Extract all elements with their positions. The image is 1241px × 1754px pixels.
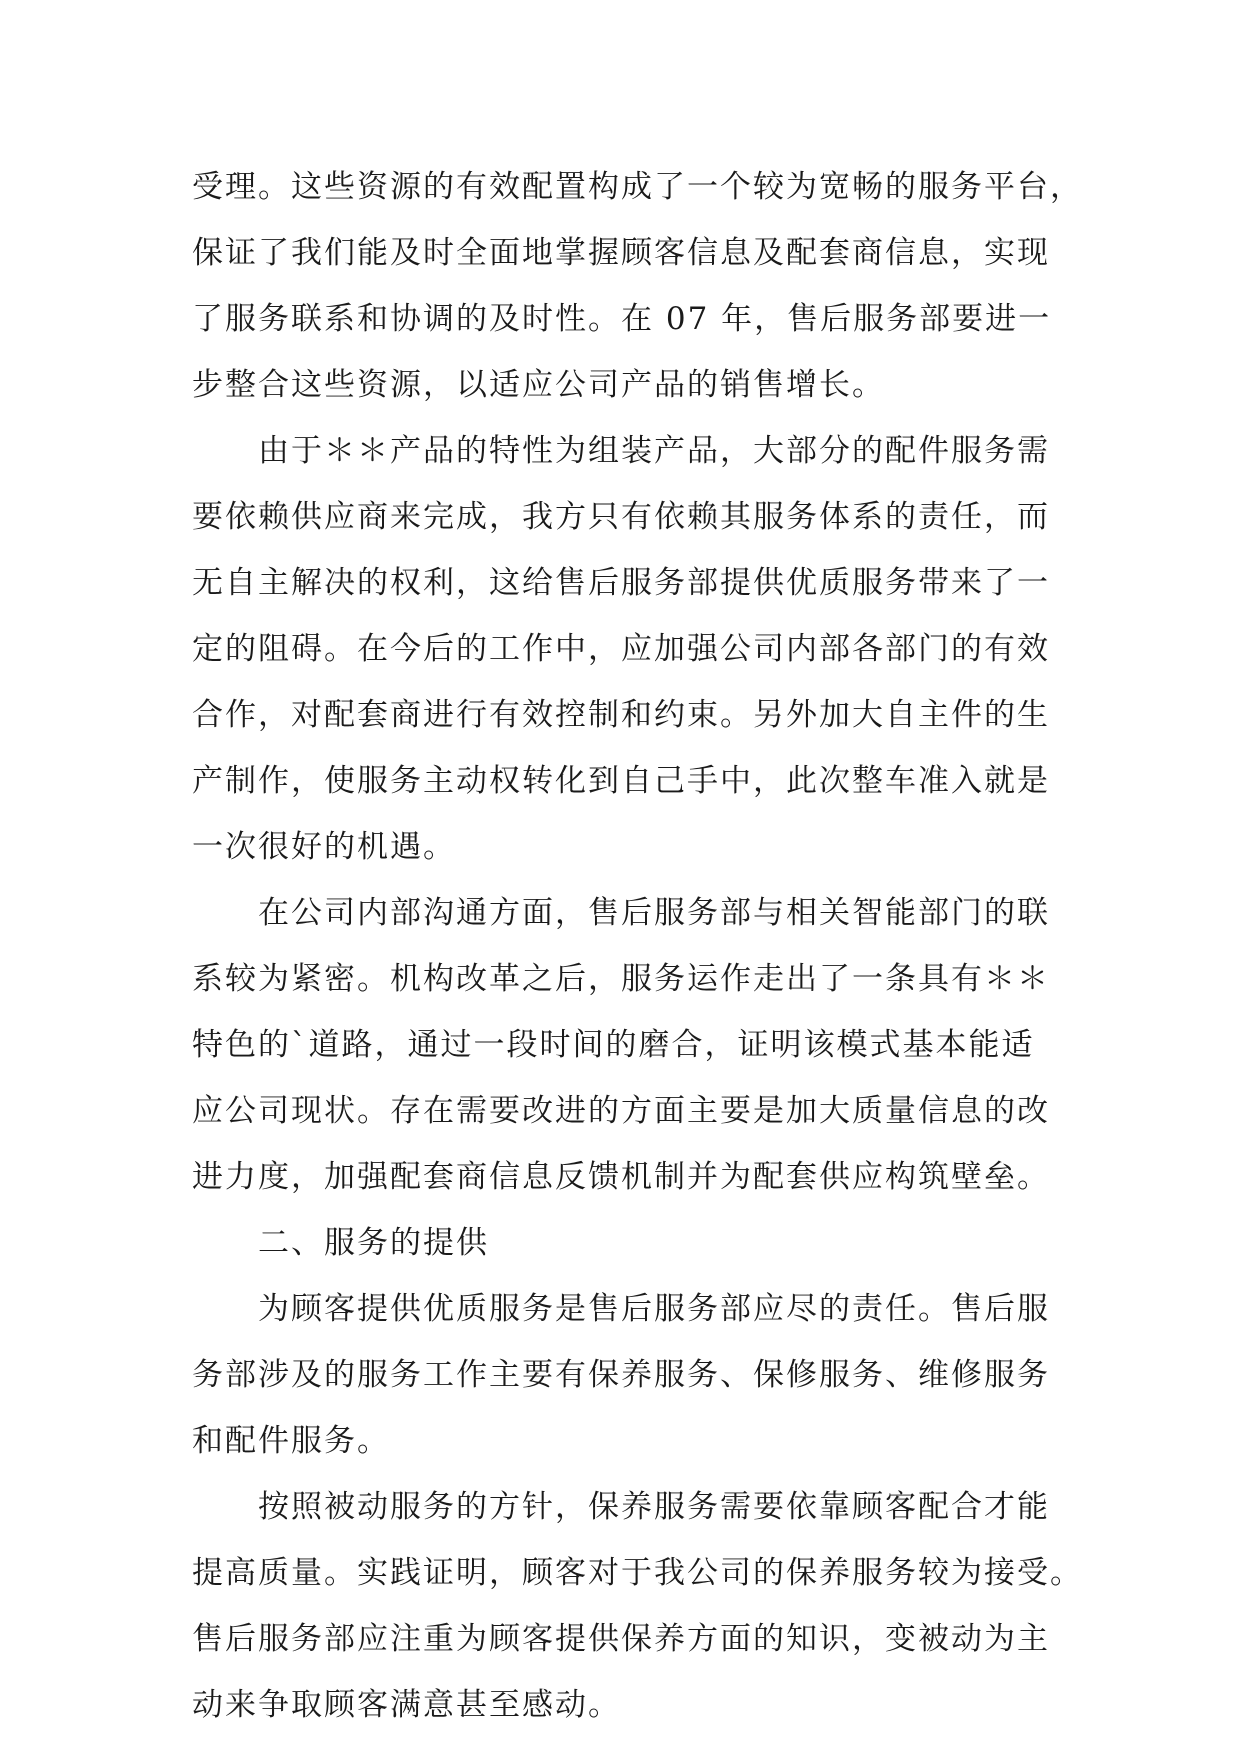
text-line: 售后服务部应注重为顾客提供保养方面的知识，变被动为主 xyxy=(192,1621,1050,1657)
paragraph-first-line: 由于＊＊产品的特性为组装产品，大部分的配件服务需 xyxy=(258,433,1050,469)
text-line: 一次很好的机遇。 xyxy=(192,829,456,865)
text-line: 了服务联系和协调的及时性。在 07 年，售后服务部要进一 xyxy=(192,301,1052,337)
text-line: 和配件服务。 xyxy=(192,1423,390,1459)
text-line: 系较为紧密。机构改革之后，服务运作走出了一条具有＊＊ xyxy=(192,961,1050,997)
text-line: 步整合这些资源，以适应公司产品的销售增长。 xyxy=(192,367,885,403)
paragraph-first-line: 按照被动服务的方针，保养服务需要依靠顾客配合才能 xyxy=(258,1489,1050,1525)
section-heading: 二、服务的提供 xyxy=(258,1225,489,1261)
paragraph-first-line: 在公司内部沟通方面，售后服务部与相关智能部门的联 xyxy=(258,895,1050,931)
paragraph-first-line: 为顾客提供优质服务是售后服务部应尽的责任。售后服 xyxy=(258,1291,1050,1327)
text-line: 应公司现状。存在需要改进的方面主要是加大质量信息的改 xyxy=(192,1093,1050,1129)
text-line: 提高质量。实践证明，顾客对于我公司的保养服务较为接受。 xyxy=(192,1555,1083,1591)
text-line: 产制作，使服务主动权转化到自己手中，此次整车准入就是 xyxy=(192,763,1050,799)
text-line: 受理。这些资源的有效配置构成了一个较为宽畅的服务平台， xyxy=(192,169,1083,205)
text-line: 动来争取顾客满意甚至感动。 xyxy=(192,1687,621,1723)
text-line: 定的阻碍。在今后的工作中，应加强公司内部各部门的有效 xyxy=(192,631,1050,667)
text-line: 务部涉及的服务工作主要有保养服务、保修服务、维修服务 xyxy=(192,1357,1050,1393)
text-line: 进力度，加强配套商信息反馈机制并为配套供应构筑壁垒。 xyxy=(192,1159,1050,1195)
text-line: 合作，对配套商进行有效控制和约束。另外加大自主件的生 xyxy=(192,697,1050,733)
text-line: 无自主解决的权利，这给售后服务部提供优质服务带来了一 xyxy=(192,565,1050,601)
text-line: 要依赖供应商来完成，我方只有依赖其服务体系的责任，而 xyxy=(192,499,1050,535)
text-line: 特色的`道路，通过一段时间的磨合，证明该模式基本能适 xyxy=(192,1027,1035,1063)
text-line: 保证了我们能及时全面地掌握顾客信息及配套商信息，实现 xyxy=(192,235,1050,271)
